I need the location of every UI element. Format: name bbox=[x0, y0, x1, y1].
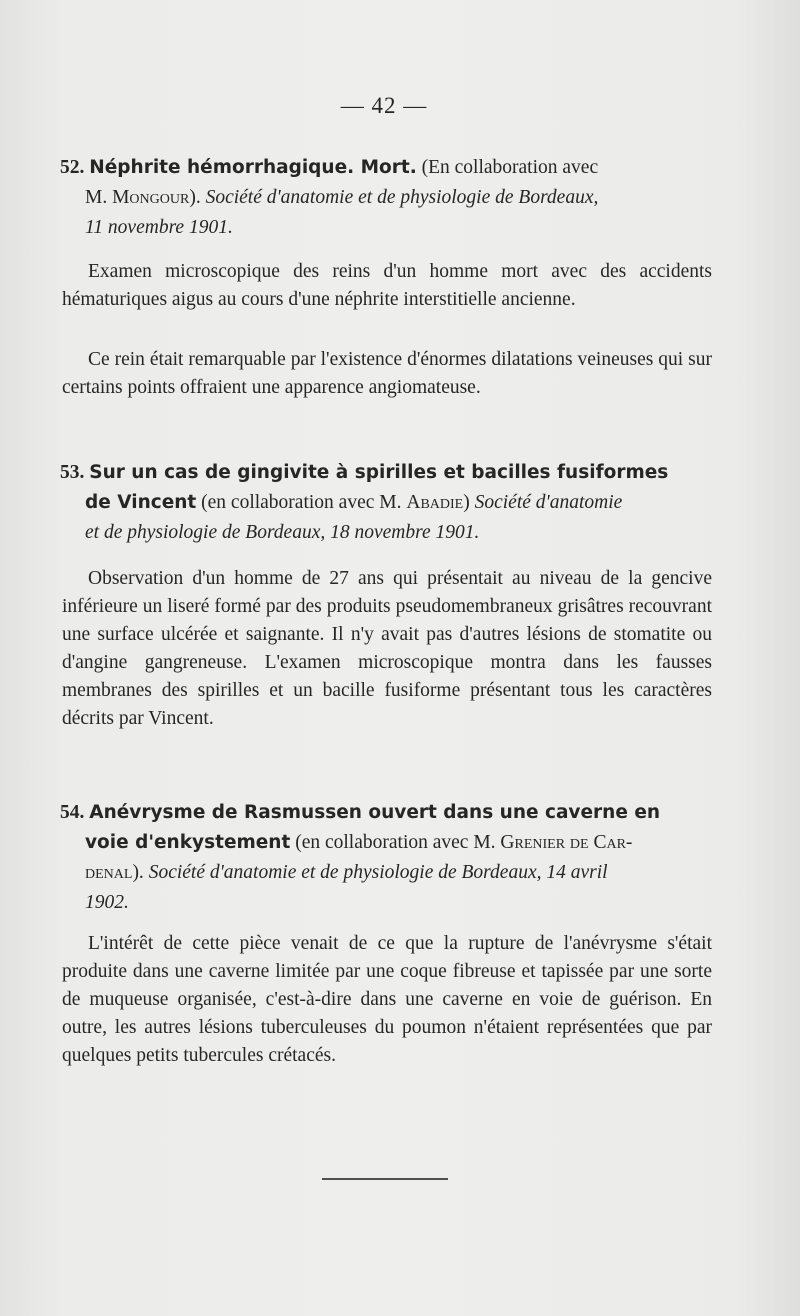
entry-53-number: 53. bbox=[60, 462, 85, 483]
entry-54-number: 54. bbox=[60, 802, 85, 823]
entry-52-number: 52. bbox=[60, 157, 85, 178]
entry-53-title-line-1: Sur un cas de gingivite à spirilles et bacilles fusiformes bbox=[89, 462, 669, 483]
entry-54-date-line-2: 1902. bbox=[85, 892, 129, 913]
entry-53-date: 18 novembre 1901. bbox=[330, 522, 480, 543]
entry-53-collab-text: (en collaboration avec M. bbox=[196, 492, 407, 513]
entry-52-title: Néphrite hémorrhagique. Mort. bbox=[89, 157, 417, 178]
entry-54-collab-name-line-2: denal bbox=[85, 862, 133, 883]
entry-54-title-line-1: Anévrysme de Rasmussen ouvert dans une caverne en bbox=[89, 802, 661, 823]
entry-53-collab-suffix: ) bbox=[463, 492, 475, 513]
entry-52-line-1 bbox=[62, 153, 712, 183]
entry-53-line-3 bbox=[62, 518, 712, 548]
entry-54-paragraph: L'intérêt de cette pièce venait de ce que la rupture de l'anévrysme s'était produite dans une caverne limitée par une coque fibreuse et tapissée par une sorte de muqueuse organisée, c'est-à-dire dans une caverne en voie de guérison. En outre, les autres lésions tuberculeuses du poumon n'étaient représentées que par quelques petits tubercules crétacés. bbox=[62, 933, 712, 1066]
entry-52-line-2 bbox=[62, 183, 712, 213]
entry-53-paragraph: Observation d'un homme de 27 ans qui présentait au niveau de la gencive inférieure un liseré formé par des produits pseudomembraneux grisâtres recouvrant une surface ulcérée et saignante. Il n'y avait pas d'autres lésions de stomatite ou d'angine gangreneuse. L'examen microscopique montra dans les fausses membranes des spirilles et un bacille fusiforme présentant tous les caractères décrits par Vincent. bbox=[62, 568, 712, 729]
entry-54-journal: Société d'anatomie et de physiologie de Bordeaux, bbox=[148, 862, 542, 883]
entry-53-collab-name: Abadie bbox=[406, 492, 464, 513]
section-separator-rule bbox=[322, 1178, 448, 1180]
entry-52-collab-suffix: ). bbox=[189, 187, 206, 208]
entry-52-collab-prefix: (En collaboration avec bbox=[416, 157, 599, 178]
entry-53-journal-line-2: et de physiologie de Bordeaux, bbox=[85, 522, 326, 543]
entry-54-line-1 bbox=[62, 798, 712, 828]
entry-53-title-line-2: de Vincent bbox=[85, 492, 197, 513]
entry-54-heading bbox=[62, 798, 712, 918]
entry-54-line-2 bbox=[62, 828, 712, 858]
entry-54-collab-name-line-1: Grenier de Car- bbox=[500, 832, 633, 853]
page-number: — 42 — bbox=[340, 93, 428, 118]
entry-52-paragraph-2: Ce rein était remarquable par l'existence d'énormes dilatations veineuses qui sur certains points offraient une apparence angiomateuse. bbox=[62, 349, 712, 398]
entry-54-title-line-2: voie d'enkystement bbox=[85, 832, 291, 853]
entry-53-journal-line-1: Société d'anatomie bbox=[474, 492, 623, 513]
entry-54-line-3 bbox=[62, 858, 712, 888]
entry-52-journal: Société d'anatomie et de physiologie de Bordeaux, bbox=[205, 187, 599, 208]
entry-52-collab-initial: M. bbox=[85, 187, 113, 208]
entry-53-heading bbox=[62, 458, 712, 548]
entry-54-line-4 bbox=[62, 888, 712, 918]
entry-54-collab-text: (en collaboration avec M. bbox=[290, 832, 501, 853]
entry-53-line-2 bbox=[62, 488, 712, 518]
entry-54-collab-suffix: ). bbox=[132, 862, 149, 883]
entry-52-heading bbox=[62, 153, 712, 243]
entry-52-date: 11 novembre 1901. bbox=[85, 217, 233, 238]
entry-52-paragraph-1: Examen microscopique des reins d'un homme mort avec des accidents hématuriques aigus au cours d'une néphrite interstitielle ancienne. bbox=[62, 261, 712, 310]
entry-54-date-line-1: 14 avril bbox=[546, 862, 608, 883]
entry-53-line-1 bbox=[62, 458, 712, 488]
entry-52-collab-name: Mongour bbox=[112, 187, 190, 208]
entry-52-line-3 bbox=[62, 213, 712, 243]
